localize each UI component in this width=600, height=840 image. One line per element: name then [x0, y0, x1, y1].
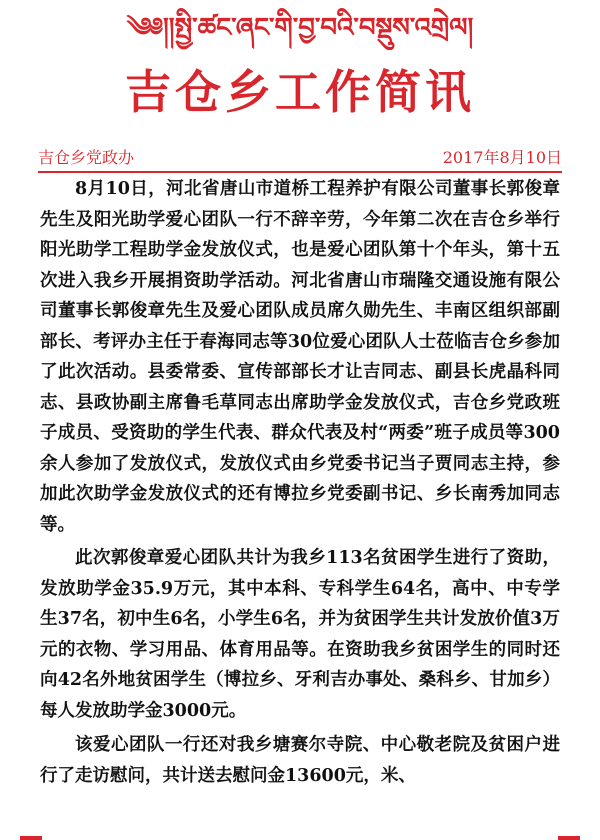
- article-paragraph-2: 此次郭俊章爱心团队共计为我乡113名贫困学生进行了资助，发放助学金35.9万元，其中本科、专科学生64名，高中、中专学生37名，初中生6名，小学生6名，并为贫困学生共计发放价值3万元的衣物、学习用品、体育用品等。在资助我乡贫困学生的同时还向42名外地贫困学生（博拉乡、牙利吉办事处、桑科乡、甘加乡）每人发放助学金3000元。: [40, 548, 560, 721]
- issuer-date-row: [38, 145, 562, 171]
- newsletter-title: 吉仓乡工作简讯: [125, 65, 475, 119]
- issue-date: 2017年8月10日: [442, 148, 562, 167]
- article-paragraph-1: 8月10日，河北省唐山市道桥工程养护有限公司董事长郭俊章先生及阳光助学爱心团队一行不辞辛劳，今年第二次在吉仓乡举行阳光助学工程助学金发放仪式，也是爱心团队第十个年头，第十五次进入我乡开展捐资助学活动。河北省唐山市瑞隆交通设施有限公司董事长郭俊章先生及爱心团队成员席久勋先生、丰南区组织部副部长、考评办主任于春海同志等30位爱心团队人士莅临吉仓乡参加了此次活动。县委常委、宣传部部长才让吉同志、副县长虎晶科同志、县政协副主席鲁毛草同志出席助学金发放仪式，吉仓乡党政班子成员、受资助的学生代表、群众代表及村“两委”班子成员等300余人参加了发放仪式，发放仪式由乡党委书记当子贾同志主持，参加此次助学金发放仪式的还有博拉乡党委副书记、乡长南秀加同志等。: [40, 179, 560, 535]
- bottom-left-border-mark: [20, 836, 42, 840]
- issuer-name: 吉仓乡党政办: [38, 148, 135, 167]
- article-body: [40, 174, 560, 791]
- bottom-right-border-mark: [558, 836, 580, 840]
- tibetan-masthead-title: ༄༅།།སྤྱི་ཚང་ཞང་གི་བྱ་བའི་བསྡུས་འགྲེལ།: [126, 13, 474, 43]
- header-divider: [38, 171, 562, 173]
- article-paragraph-3: 该爱心团队一行还对我乡塘赛尔寺院、中心敬老院及贫困户进行了走访慰问，共计送去慰问金13600元，米、: [40, 735, 560, 786]
